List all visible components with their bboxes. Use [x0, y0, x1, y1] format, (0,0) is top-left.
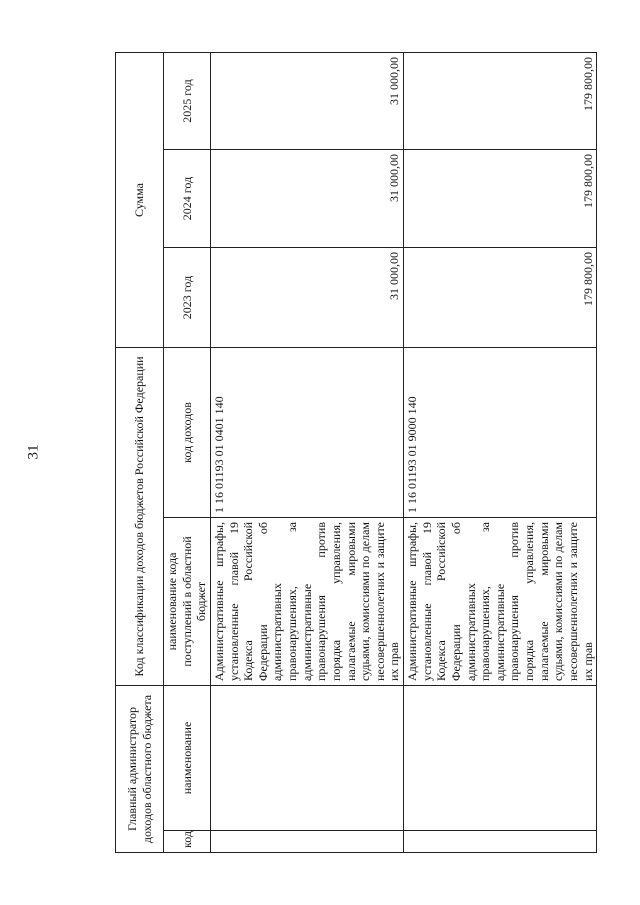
table-row [404, 52, 597, 852]
page-number: 31 [25, 444, 42, 460]
header-year-2024: 2024 год [164, 149, 211, 247]
header-admin-group: Главный администратор доходов областного бюджета [116, 685, 164, 852]
row-income-description: Административные штрафы, установленные главой 19 Кодекса Российской Федерации об административных правонарушениях, за административные правонарушения против порядка управления, налагаемые мировыми судьями, комиссиями по делам несовершеннолетних и защите их прав [404, 517, 597, 685]
header-kod: код [164, 831, 211, 853]
row-income-description: Административные штрафы, установленные главой 19 Кодекса Российской Федерации об административных правонарушениях, за административные правонарушения против порядка управления, налагаемые мировыми судьями, комиссиями по делам несовершеннолетних и защите их прав [210, 517, 403, 685]
header-year-2023: 2023 год [164, 247, 211, 347]
row-sum-2025: 179 800,00 [404, 52, 597, 149]
row-admin-code [210, 831, 403, 853]
row-income-code: 1 16 01193 01 0401 140 [210, 347, 403, 517]
row-sum-2024: 179 800,00 [404, 149, 597, 247]
header-sum-group: Сумма [116, 52, 164, 347]
row-sum-2023: 31 000,00 [210, 247, 403, 347]
header-income-name: наименование кода поступлений в областной бюджет [164, 517, 211, 685]
row-sum-2023: 179 800,00 [404, 247, 597, 347]
table-row [210, 52, 403, 852]
budget-table [115, 52, 597, 853]
header-row-2 [164, 52, 211, 852]
header-year-2025: 2025 год [164, 52, 211, 149]
row-admin-name [404, 685, 597, 830]
row-admin-name [210, 685, 403, 830]
header-naimenovanie: наименование [164, 685, 211, 830]
row-income-code: 1 16 01193 01 9000 140 [404, 347, 597, 517]
rotated-table-wrapper [115, 53, 595, 853]
header-classification-group: Код классификации доходов бюджетов Российской Федерации [116, 347, 164, 685]
row-sum-2024: 31 000,00 [210, 149, 403, 247]
header-income-code: код доходов [164, 347, 211, 517]
row-sum-2025: 31 000,00 [210, 52, 403, 149]
header-row-1 [116, 52, 164, 852]
row-admin-code [404, 831, 597, 853]
